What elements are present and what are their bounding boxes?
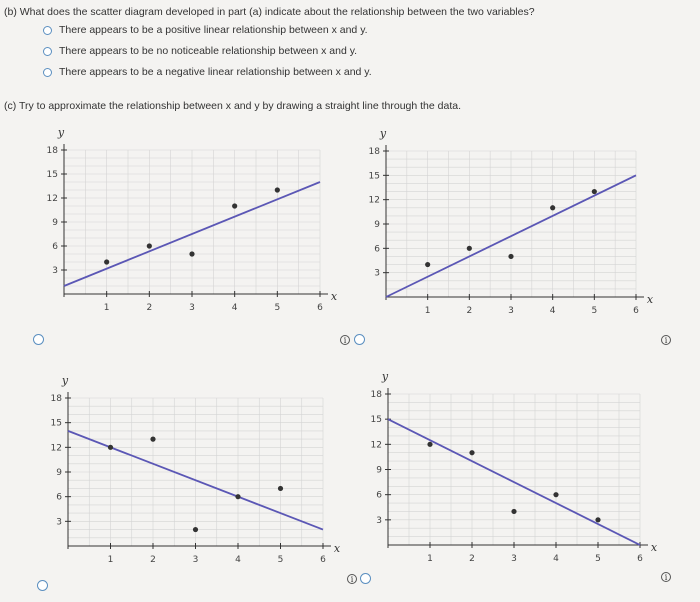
y-tick-label: 18 <box>370 390 382 400</box>
y-tick-label: 15 <box>370 415 382 426</box>
y-axis-label: y <box>379 127 387 140</box>
x-axis-label: x <box>646 293 654 306</box>
option-negative-label: There appears to be a negative linear relationship between x and y. <box>59 66 372 78</box>
chart-c <box>51 374 341 565</box>
x-tick-label: 2 <box>469 554 475 564</box>
chart-d <box>371 370 658 564</box>
y-tick-label: 9 <box>374 220 380 230</box>
data-point <box>550 205 555 210</box>
y-tick-label: 9 <box>52 218 58 228</box>
x-tick-label: 4 <box>235 555 241 565</box>
y-tick-label: 12 <box>368 195 380 206</box>
x-tick-label: 4 <box>231 303 238 313</box>
x-tick-label: 1 <box>103 303 110 313</box>
y-tick-label: 9 <box>56 468 62 478</box>
x-tick-label: 5 <box>277 555 284 565</box>
part-c-question: (c) Try to approximate the relationship between x and y by drawing a straight line through the data. <box>4 100 462 112</box>
option-none-label: There appears to be no noticeable relationship between x and y. <box>59 45 358 57</box>
y-tick-label: 9 <box>376 465 382 476</box>
data-point <box>467 246 472 251</box>
chart-b <box>369 127 654 316</box>
data-point <box>147 243 152 248</box>
data-point <box>511 509 516 514</box>
data-point <box>150 437 155 442</box>
y-tick-label: 15 <box>46 170 58 180</box>
y-tick-label: 15 <box>50 418 62 429</box>
chart-a-radio[interactable] <box>33 334 44 345</box>
y-tick-label: 3 <box>376 515 382 526</box>
data-point <box>508 254 513 259</box>
chart-c-radio[interactable] <box>37 580 48 591</box>
data-point <box>275 187 280 192</box>
x-tick-label: 6 <box>317 303 323 313</box>
x-tick-label: 4 <box>553 554 559 564</box>
x-axis-label: x <box>333 542 341 555</box>
x-tick-label: 2 <box>146 303 153 313</box>
x-tick-label: 1 <box>424 306 431 316</box>
data-point <box>232 203 237 208</box>
data-point <box>108 445 113 450</box>
y-tick-label: 12 <box>370 440 382 451</box>
y-tick-label: 6 <box>52 242 58 252</box>
data-point <box>427 442 432 447</box>
data-point <box>469 450 474 455</box>
data-point <box>592 189 597 194</box>
info-icon[interactable]: i <box>661 572 671 582</box>
x-tick-label: 5 <box>274 303 281 313</box>
x-tick-label: 3 <box>192 555 199 565</box>
y-tick-label: 12 <box>50 443 62 454</box>
y-tick-label: 12 <box>46 194 58 204</box>
info-icon[interactable]: i <box>340 335 350 345</box>
x-tick-label: 1 <box>427 554 433 564</box>
x-tick-label: 6 <box>320 555 326 565</box>
x-axis-label: x <box>650 541 658 554</box>
data-point <box>425 262 430 267</box>
x-tick-label: 2 <box>466 306 473 316</box>
y-tick-label: 6 <box>374 244 380 255</box>
chart-a <box>47 126 338 313</box>
y-tick-label: 18 <box>46 146 58 156</box>
data-point <box>278 486 283 491</box>
x-tick-label: 6 <box>633 306 639 316</box>
data-point <box>189 251 194 256</box>
y-tick-label: 6 <box>376 490 382 501</box>
data-point <box>104 259 109 264</box>
data-point <box>595 517 600 522</box>
y-tick-label: 3 <box>56 517 62 528</box>
y-tick-label: 18 <box>368 147 380 157</box>
x-tick-label: 3 <box>508 306 514 316</box>
x-tick-label: 5 <box>595 554 601 564</box>
x-tick-label: 3 <box>511 554 517 564</box>
y-tick-label: 6 <box>56 492 62 503</box>
x-tick-label: 6 <box>637 554 643 564</box>
x-tick-label: 4 <box>549 306 556 316</box>
y-axis-label: y <box>57 126 65 139</box>
y-tick-label: 3 <box>52 266 58 276</box>
info-icon[interactable]: i <box>661 335 671 345</box>
chart-d-radio[interactable] <box>360 573 371 584</box>
data-point <box>235 494 240 499</box>
option-positive-label: There appears to be a positive linear relationship between x and y. <box>59 24 368 36</box>
y-axis-label: y <box>61 374 69 387</box>
y-tick-label: 15 <box>368 171 380 182</box>
y-axis-label: y <box>381 370 389 383</box>
x-axis-label: x <box>330 290 338 303</box>
info-icon[interactable]: i <box>347 574 357 584</box>
x-tick-label: 3 <box>189 303 195 313</box>
y-tick-label: 3 <box>374 268 380 279</box>
chart-b-radio[interactable] <box>354 334 365 345</box>
x-tick-label: 5 <box>591 306 598 316</box>
data-point <box>553 492 558 497</box>
x-tick-label: 1 <box>107 555 114 565</box>
part-b-question: (b) What does the scatter diagram developed in part (a) indicate about the relationship between the two variables? <box>4 6 535 18</box>
x-tick-label: 2 <box>150 555 156 565</box>
y-tick-label: 18 <box>50 394 62 404</box>
data-point <box>193 527 198 532</box>
